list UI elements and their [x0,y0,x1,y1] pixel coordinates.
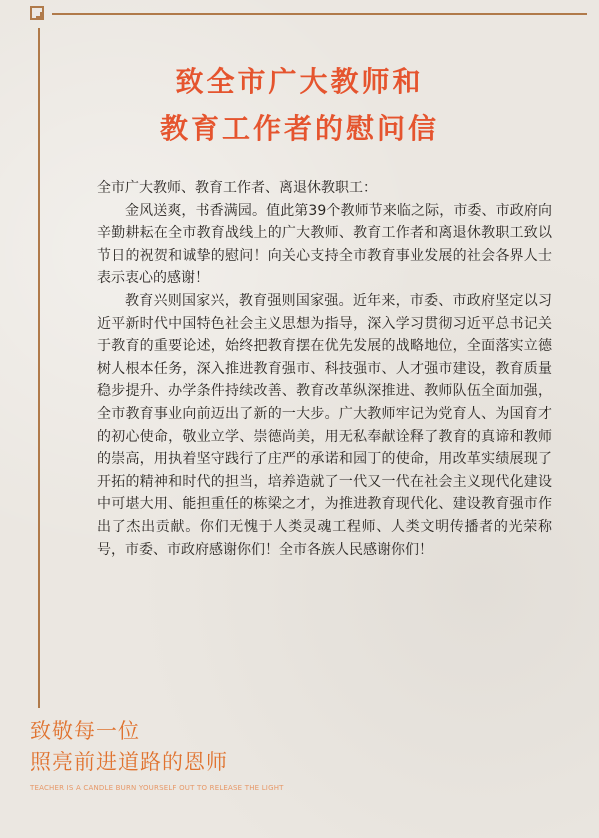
letter-title-line-1: 致全市广大教师和 [175,65,424,98]
letter-paragraph-2: 教育兴则国家兴，教育强则国家强。近年来，市委、市政府坚定以习近平新时代中国特色社会主义思想为指导，深入学习贯彻习近平总书记关于教育的重要论述，始终把教育摆在优先发展的战略地位，全面落实立德树人根本任务，深入推进教育强市、科技强市、人才强市建设，教育质量稳步提升、办学条件持续改善、教育改革纵深推进、教师队伍全面加强，全市教育事业向前迈出了新的一大步。广大教师牢记为党育人、为国育才的初心使命，敬业立学、崇德尚美，用无私奉献诠释了教育的真谛和教师的崇高，用执着坚守践行了庄严的承诺和园丁的使命，用改革实绩展现了开拓的精神和时代的担当，培养造就了一代又一代在社会主义现代化建设中可堪大用、能担重任的栋梁之才，为推进教育现代化、建设教育强市作出了杰出贡献。你们无愧于人类灵魂工程师、人类文明传播者的光荣称号，市委、市政府感谢你们！全市各族人民感谢你们！ [97,292,552,558]
slogan-line-1: 致敬每一位 [30,719,140,743]
frame-corner-inner-ornament [36,12,42,18]
frame-top-line [52,13,587,15]
english-tagline: TEACHER IS A CANDLE BURN YOURSELF OUT TO RELEASE THE LIGHT [30,784,284,792]
letter-salutation: 全市广大教师、教育工作者、离退休教职工： [97,180,377,196]
letter-paragraph-1: 金风送爽，书香满园。值此第39个教师节来临之际，市委、市政府向辛勤耕耘在全市教育战线上的广大教师、教育工作者和离退休教职工致以节日的祝贺和诚挚的慰问！向关心支持全市教育事业发展的社会各界人士表示衷心的感谢！ [97,202,552,287]
letter-body [97,177,552,561]
slogan-line-2: 照亮前进道路的恩师 [30,750,228,774]
letter-title-line-2: 教育工作者的慰问信 [159,112,439,145]
